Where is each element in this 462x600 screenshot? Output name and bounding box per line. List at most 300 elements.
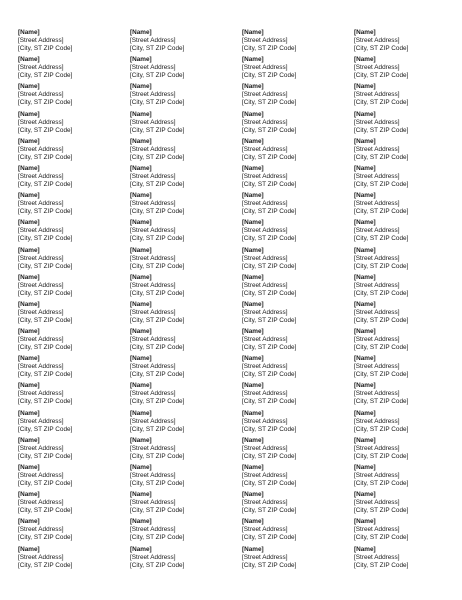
label-city-state-zip: [City, ST ZIP Code] [354,126,409,134]
label-city-state-zip: [City, ST ZIP Code] [130,316,185,324]
label-city-state-zip: [City, ST ZIP Code] [18,289,73,297]
label-city-state-zip: [City, ST ZIP Code] [354,316,409,324]
label-street-address: [Street Address] [18,281,64,289]
label-street-address: [Street Address] [18,64,64,72]
label-name: [Name] [242,110,264,118]
address-label[interactable] [130,29,242,56]
label-name: [Name] [354,355,376,363]
label-city-state-zip: [City, ST ZIP Code] [130,398,185,406]
address-label[interactable] [354,410,462,437]
label-street-address: [Street Address] [242,281,288,289]
label-city-state-zip: [City, ST ZIP Code] [242,289,297,297]
label-street-address: [Street Address] [354,417,400,425]
label-name: [Name] [242,545,264,553]
label-city-state-zip: [City, ST ZIP Code] [242,180,297,188]
label-name: [Name] [242,328,264,336]
label-name: [Name] [18,192,40,200]
label-name: [Name] [242,300,264,308]
label-city-state-zip: [City, ST ZIP Code] [354,289,409,297]
label-city-state-zip: [City, ST ZIP Code] [18,534,73,542]
label-city-state-zip: [City, ST ZIP Code] [242,235,297,243]
label-city-state-zip: [City, ST ZIP Code] [354,507,409,515]
label-street-address: [Street Address] [18,172,64,180]
label-city-state-zip: [City, ST ZIP Code] [354,180,409,188]
label-name: [Name] [354,246,376,254]
address-label[interactable] [242,491,354,518]
label-city-state-zip: [City, ST ZIP Code] [242,398,297,406]
label-street-address: [Street Address] [242,37,288,44]
label-name: [Name] [130,137,152,145]
label-street-address: [Street Address] [242,227,288,235]
label-city-state-zip: [City, ST ZIP Code] [354,235,409,243]
label-street-address: [Street Address] [354,118,400,126]
address-label[interactable] [130,219,242,246]
address-label[interactable] [354,247,462,274]
label-street-address: [Street Address] [242,200,288,208]
label-city-state-zip: [City, ST ZIP Code] [18,507,73,515]
label-city-state-zip: [City, ST ZIP Code] [242,425,297,433]
address-label[interactable] [242,29,354,56]
label-name: [Name] [18,56,40,64]
label-city-state-zip: [City, ST ZIP Code] [130,72,185,80]
label-name: [Name] [130,436,152,444]
label-street-address: [Street Address] [354,227,400,235]
label-name: [Name] [242,83,264,91]
address-label[interactable] [130,83,242,110]
label-name: [Name] [242,464,264,471]
address-label[interactable] [242,111,354,138]
label-city-state-zip: [City, ST ZIP Code] [130,425,185,433]
address-label[interactable] [242,301,354,328]
label-street-address: [Street Address] [18,417,64,425]
label-city-state-zip: [City, ST ZIP Code] [354,344,409,352]
address-label[interactable] [18,165,130,192]
address-label[interactable] [354,138,462,165]
label-name: [Name] [18,545,40,553]
address-label[interactable] [18,138,130,165]
label-name: [Name] [130,56,152,64]
address-label[interactable] [242,518,354,545]
label-city-state-zip: [City, ST ZIP Code] [130,507,185,515]
label-street-address: [Street Address] [242,64,288,72]
label-city-state-zip: [City, ST ZIP Code] [18,72,73,80]
label-name: [Name] [18,382,40,390]
label-street-address: [Street Address] [18,37,64,44]
label-city-state-zip: [City, ST ZIP Code] [130,126,185,134]
address-label[interactable] [242,464,354,491]
label-street-address: [Street Address] [130,472,176,479]
label-city-state-zip: [City, ST ZIP Code] [18,99,73,107]
label-street-address: [Street Address] [130,417,176,425]
address-label[interactable] [130,138,242,165]
label-name: [Name] [354,137,376,145]
label-name: [Name] [130,273,152,281]
address-label[interactable] [242,219,354,246]
label-street-address: [Street Address] [18,91,64,99]
address-label[interactable] [354,83,462,110]
address-label[interactable] [18,83,130,110]
label-name: [Name] [242,137,264,145]
address-label[interactable] [242,410,354,437]
address-label[interactable] [242,247,354,274]
label-street-address: [Street Address] [354,499,400,507]
address-label[interactable] [354,464,462,491]
label-street-address: [Street Address] [130,172,176,180]
address-label[interactable] [18,219,130,246]
address-label[interactable] [354,29,462,56]
address-label[interactable] [18,301,130,328]
label-name: [Name] [354,491,376,499]
label-city-state-zip: [City, ST ZIP Code] [18,235,73,243]
label-street-address: [Street Address] [18,390,64,398]
label-name: [Name] [18,219,40,227]
address-label[interactable] [242,546,354,573]
address-label[interactable] [18,382,130,409]
label-street-address: [Street Address] [242,363,288,371]
label-city-state-zip: [City, ST ZIP Code] [130,534,185,542]
label-street-address: [Street Address] [354,91,400,99]
label-street-address: [Street Address] [242,91,288,99]
address-label[interactable] [354,491,462,518]
label-street-address: [Street Address] [130,91,176,99]
label-street-address: [Street Address] [18,444,64,452]
address-label[interactable] [354,518,462,545]
label-name: [Name] [18,355,40,363]
address-label[interactable] [242,274,354,301]
label-street-address: [Street Address] [354,145,400,153]
label-city-state-zip: [City, ST ZIP Code] [18,452,73,460]
label-name: [Name] [18,491,40,499]
label-street-address: [Street Address] [354,363,400,371]
label-city-state-zip: [City, ST ZIP Code] [130,99,185,107]
address-label[interactable] [18,410,130,437]
label-name: [Name] [130,110,152,118]
address-label[interactable] [18,56,130,83]
label-city-state-zip: [City, ST ZIP Code] [354,45,409,52]
address-label[interactable] [354,328,462,355]
label-name: [Name] [242,273,264,281]
address-label[interactable] [354,192,462,219]
address-label[interactable] [18,274,130,301]
label-street-address: [Street Address] [354,172,400,180]
label-city-state-zip: [City, ST ZIP Code] [18,398,73,406]
address-label[interactable] [130,382,242,409]
label-street-address: [Street Address] [18,254,64,262]
label-city-state-zip: [City, ST ZIP Code] [18,262,73,270]
address-label[interactable] [242,355,354,382]
label-city-state-zip: [City, ST ZIP Code] [242,561,297,569]
label-city-state-zip: [City, ST ZIP Code] [354,425,409,433]
address-label[interactable] [354,111,462,138]
label-name: [Name] [130,464,152,471]
label-street-address: [Street Address] [242,472,288,479]
label-city-state-zip: [City, ST ZIP Code] [354,99,409,107]
label-city-state-zip: [City, ST ZIP Code] [18,316,73,324]
label-name: [Name] [354,192,376,200]
label-name: [Name] [130,491,152,499]
address-label[interactable] [18,518,130,545]
label-name: [Name] [354,219,376,227]
label-name: [Name] [242,192,264,200]
label-city-state-zip: [City, ST ZIP Code] [354,153,409,161]
label-city-state-zip: [City, ST ZIP Code] [130,180,185,188]
address-label[interactable] [242,328,354,355]
address-label[interactable] [242,56,354,83]
address-label[interactable] [130,301,242,328]
address-label[interactable] [130,437,242,464]
label-street-address: [Street Address] [242,390,288,398]
label-street-address: [Street Address] [354,200,400,208]
label-street-address: [Street Address] [130,281,176,289]
label-city-state-zip: [City, ST ZIP Code] [130,262,185,270]
label-city-state-zip: [City, ST ZIP Code] [242,507,297,515]
label-street-address: [Street Address] [354,308,400,316]
label-city-state-zip: [City, ST ZIP Code] [354,534,409,542]
label-city-state-zip: [City, ST ZIP Code] [130,371,185,379]
label-street-address: [Street Address] [242,308,288,316]
address-label[interactable] [18,546,130,573]
address-label[interactable] [354,56,462,83]
label-name: [Name] [242,518,264,526]
label-name: [Name] [130,29,152,36]
label-name: [Name] [354,110,376,118]
label-city-state-zip: [City, ST ZIP Code] [242,208,297,216]
label-city-state-zip: [City, ST ZIP Code] [242,153,297,161]
label-city-state-zip: [City, ST ZIP Code] [242,452,297,460]
label-street-address: [Street Address] [18,227,64,235]
label-street-address: [Street Address] [18,472,64,479]
label-street-address: [Street Address] [242,553,288,561]
label-name: [Name] [18,137,40,145]
label-street-address: [Street Address] [18,363,64,371]
label-name: [Name] [242,491,264,499]
label-name: [Name] [242,219,264,227]
label-name: [Name] [242,56,264,64]
label-name: [Name] [242,355,264,363]
label-city-state-zip: [City, ST ZIP Code] [354,452,409,460]
label-city-state-zip: [City, ST ZIP Code] [18,425,73,433]
label-city-state-zip: [City, ST ZIP Code] [354,561,409,569]
address-label[interactable] [130,546,242,573]
label-city-state-zip: [City, ST ZIP Code] [130,153,185,161]
label-city-state-zip: [City, ST ZIP Code] [18,344,73,352]
label-city-state-zip: [City, ST ZIP Code] [354,371,409,379]
address-label[interactable] [18,29,130,56]
label-street-address: [Street Address] [18,145,64,153]
label-street-address: [Street Address] [242,145,288,153]
label-name: [Name] [354,382,376,390]
address-label[interactable] [242,138,354,165]
label-name: [Name] [354,518,376,526]
address-label[interactable] [18,192,130,219]
label-city-state-zip: [City, ST ZIP Code] [354,72,409,80]
label-name: [Name] [18,464,40,471]
address-label[interactable] [130,56,242,83]
label-name: [Name] [130,300,152,308]
label-name: [Name] [130,355,152,363]
label-street-address: [Street Address] [18,200,64,208]
label-city-state-zip: [City, ST ZIP Code] [354,208,409,216]
label-street-address: [Street Address] [18,499,64,507]
address-label[interactable] [130,355,242,382]
address-label[interactable] [130,274,242,301]
label-name: [Name] [354,300,376,308]
label-street-address: [Street Address] [130,499,176,507]
label-street-address: [Street Address] [354,254,400,262]
address-label[interactable] [354,546,462,573]
address-label[interactable] [18,328,130,355]
label-city-state-zip: [City, ST ZIP Code] [242,45,297,52]
address-label[interactable] [18,355,130,382]
label-name: [Name] [242,436,264,444]
label-name: [Name] [130,219,152,227]
label-name: [Name] [354,464,376,471]
address-label[interactable] [242,83,354,110]
address-label[interactable] [18,247,130,274]
label-name: [Name] [130,409,152,417]
address-label[interactable] [130,111,242,138]
label-city-state-zip: [City, ST ZIP Code] [242,72,297,80]
address-label[interactable] [242,165,354,192]
address-label[interactable] [354,219,462,246]
label-city-state-zip: [City, ST ZIP Code] [242,371,297,379]
label-street-address: [Street Address] [354,37,400,44]
label-street-address: [Street Address] [130,308,176,316]
label-city-state-zip: [City, ST ZIP Code] [18,45,73,52]
label-name: [Name] [242,409,264,417]
address-label[interactable] [130,247,242,274]
label-name: [Name] [242,246,264,254]
label-street-address: [Street Address] [18,308,64,316]
label-street-address: [Street Address] [130,37,176,44]
label-street-address: [Street Address] [130,553,176,561]
label-street-address: [Street Address] [130,145,176,153]
label-name: [Name] [354,436,376,444]
address-label[interactable] [354,355,462,382]
label-street-address: [Street Address] [242,172,288,180]
address-label[interactable] [130,410,242,437]
label-name: [Name] [130,382,152,390]
label-city-state-zip: [City, ST ZIP Code] [18,480,73,487]
address-label[interactable] [18,437,130,464]
label-city-state-zip: [City, ST ZIP Code] [242,316,297,324]
label-name: [Name] [354,164,376,172]
label-name: [Name] [130,518,152,526]
label-city-state-zip: [City, ST ZIP Code] [18,126,73,134]
label-name: [Name] [18,409,40,417]
address-label[interactable] [130,192,242,219]
label-city-state-zip: [City, ST ZIP Code] [354,398,409,406]
label-city-state-zip: [City, ST ZIP Code] [18,561,73,569]
address-label[interactable] [18,491,130,518]
address-label[interactable] [354,301,462,328]
label-city-state-zip: [City, ST ZIP Code] [130,208,185,216]
label-name: [Name] [354,56,376,64]
label-street-address: [Street Address] [130,390,176,398]
address-label[interactable] [130,491,242,518]
label-city-state-zip: [City, ST ZIP Code] [18,208,73,216]
label-city-state-zip: [City, ST ZIP Code] [130,480,185,487]
label-street-address: [Street Address] [130,444,176,452]
label-street-address: [Street Address] [242,526,288,534]
label-street-address: [Street Address] [354,281,400,289]
address-label[interactable] [18,111,130,138]
label-street-address: [Street Address] [354,553,400,561]
label-name: [Name] [130,246,152,254]
label-street-address: [Street Address] [354,444,400,452]
label-street-address: [Street Address] [18,553,64,561]
label-street-address: [Street Address] [18,526,64,534]
label-name: [Name] [130,192,152,200]
address-label[interactable] [130,328,242,355]
address-label[interactable] [242,437,354,464]
label-street-address: [Street Address] [242,417,288,425]
address-label[interactable] [354,165,462,192]
label-street-address: [Street Address] [130,254,176,262]
address-label[interactable] [354,274,462,301]
label-name: [Name] [130,164,152,172]
address-label[interactable] [130,518,242,545]
label-city-state-zip: [City, ST ZIP Code] [130,289,185,297]
label-city-state-zip: [City, ST ZIP Code] [130,235,185,243]
label-grid [18,29,462,573]
label-street-address: [Street Address] [354,336,400,344]
label-name: [Name] [18,110,40,118]
label-name: [Name] [18,436,40,444]
label-city-state-zip: [City, ST ZIP Code] [18,153,73,161]
label-name: [Name] [18,518,40,526]
address-label[interactable] [18,464,130,491]
label-city-state-zip: [City, ST ZIP Code] [130,561,185,569]
label-name: [Name] [130,328,152,336]
label-name: [Name] [130,545,152,553]
label-name: [Name] [18,29,40,36]
label-street-address: [Street Address] [130,227,176,235]
label-name: [Name] [354,545,376,553]
label-street-address: [Street Address] [130,336,176,344]
address-label[interactable] [354,382,462,409]
label-name: [Name] [18,328,40,336]
label-street-address: [Street Address] [242,444,288,452]
label-city-state-zip: [City, ST ZIP Code] [242,344,297,352]
label-name: [Name] [354,328,376,336]
label-name: [Name] [354,273,376,281]
label-street-address: [Street Address] [242,499,288,507]
label-street-address: [Street Address] [18,118,64,126]
label-street-address: [Street Address] [354,472,400,479]
label-city-state-zip: [City, ST ZIP Code] [354,262,409,270]
label-city-state-zip: [City, ST ZIP Code] [130,344,185,352]
label-street-address: [Street Address] [130,526,176,534]
address-label[interactable] [242,192,354,219]
label-name: [Name] [18,273,40,281]
label-city-state-zip: [City, ST ZIP Code] [354,480,409,487]
label-city-state-zip: [City, ST ZIP Code] [18,371,73,379]
address-label[interactable] [242,382,354,409]
label-name: [Name] [354,83,376,91]
address-label[interactable] [354,437,462,464]
label-city-state-zip: [City, ST ZIP Code] [242,126,297,134]
label-street-address: [Street Address] [242,336,288,344]
address-label[interactable] [130,464,242,491]
label-name: [Name] [18,246,40,254]
label-city-state-zip: [City, ST ZIP Code] [130,45,185,52]
label-city-state-zip: [City, ST ZIP Code] [18,180,73,188]
address-label[interactable] [130,165,242,192]
label-city-state-zip: [City, ST ZIP Code] [130,452,185,460]
label-name: [Name] [354,29,376,36]
label-city-state-zip: [City, ST ZIP Code] [242,99,297,107]
